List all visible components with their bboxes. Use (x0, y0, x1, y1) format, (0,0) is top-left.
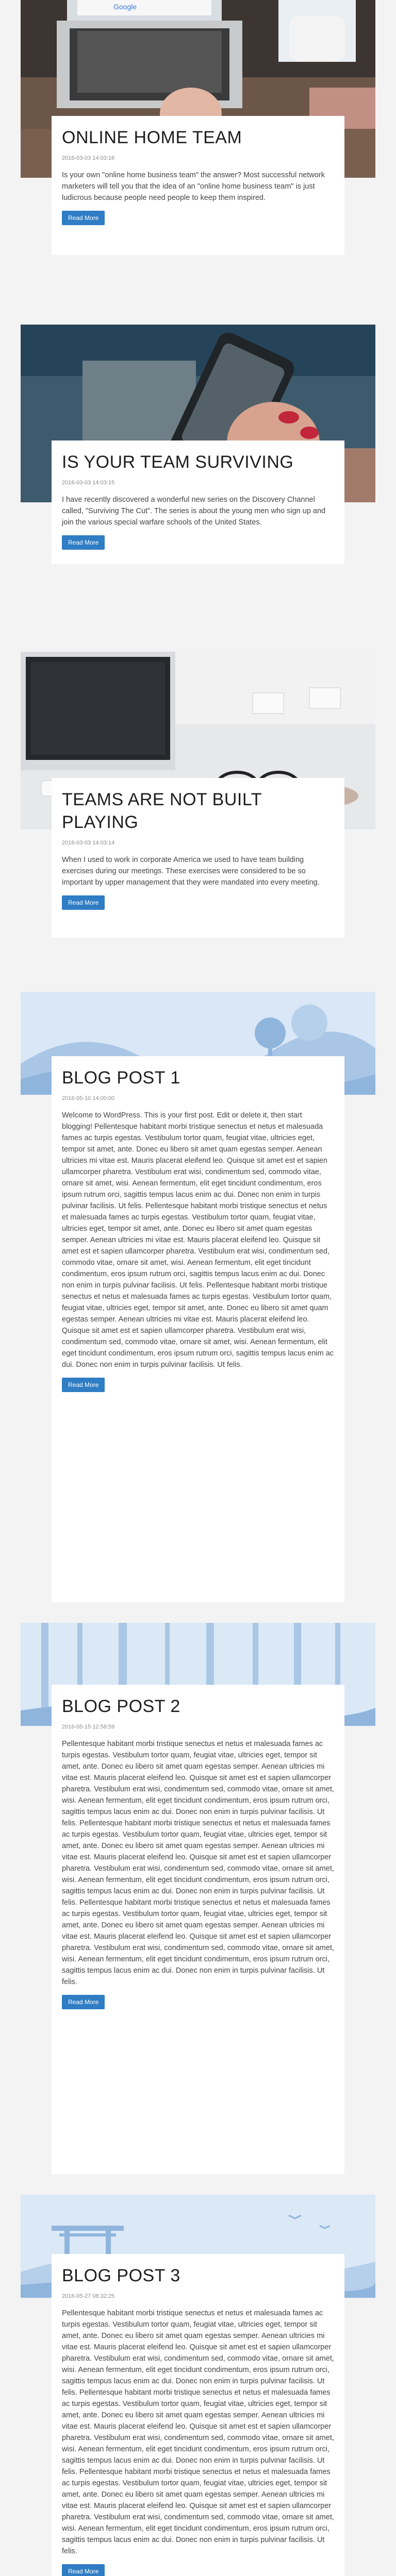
post-excerpt: Is your own "online home business team" the answer? Most successful network marketers will tell you that the idea of an "online home business team" is just ludicrous because people need people to keep them inspired. (62, 171, 325, 202)
post-date: 2016-03-03 14:03:16 (62, 155, 115, 161)
post-card (52, 1056, 344, 1602)
post-card (52, 440, 344, 564)
post-date: 2016-05-10 14:00:00 (62, 1095, 115, 1101)
read-more-button[interactable]: Read More (62, 535, 105, 550)
post-date: 2016-05-15 12:58:59 (62, 1724, 115, 1730)
post-date: 2016-03-03 14:03:15 (62, 480, 115, 486)
svg-text:Google: Google (113, 3, 137, 11)
post-date: 2016-05-27 08:32:25 (62, 2293, 115, 2299)
post-excerpt: Pellentesque habitant morbi tristique senectus et netus et malesuada fames ac turpis egestas. Vestibulum tortor quam, feugiat vitae, ultricies eget, tempor sit amet, ante. Donec eu libero sit amet quam egestas semper. Aenean ultricies mi vitae est. Mauris placerat eleifend leo. Quisque sit amet est et sapien ullamcorper pharetra. Vestibulum erat wisi, condimentum sed, commodo vitae, ornare sit amet, wisi. Aenean fermentum, elit eget tincidunt condimentum, eros ipsum rutrum orci, sagittis tempus lacus enim ac dui. Donec non enim in turpis pulvinar facilisis. Ut felis. Pellentesque habitant morbi tristique senectus et netus et malesuada fames ac turpis egestas. Vestibulum tortor quam, feugiat vitae, ultricies eget, tempor sit amet, ante. Donec eu libero sit amet quam egestas semper. Aenean ultricies mi vitae est. Mauris placerat eleifend leo. Quisque sit amet est et sapien ullamcorper pharetra. Vestibulum erat wisi, condimentum sed, commodo vitae, ornare sit amet, wisi. Aenean fermentum, elit eget tincidunt condimentum, eros ipsum rutrum orci, sagittis tempus lacus enim ac dui. Donec non enim in turpis pulvinar facilisis. Ut felis. Pellentesque habitant morbi tristique senectus et netus et malesuada fames ac turpis egestas. Vestibulum tortor quam, feugiat vitae, ultricies eget, tempor sit amet, ante. Donec eu libero sit amet quam egestas semper. Aenean ultricies mi vitae est. Mauris placerat eleifend leo. Quisque sit amet est et sapien ullamcorper pharetra. Vestibulum erat wisi, condimentum sed, commodo vitae, ornare sit amet, wisi. Aenean fermentum, elit eget tincidunt condimentum, eros ipsum rutrum orci, sagittis tempus lacus enim ac dui. Donec non enim in turpis pulvinar facilisis. Ut felis. (62, 1740, 334, 1986)
read-more-button[interactable]: Read More (62, 1995, 105, 2009)
post-title[interactable]: BLOG POST 2 (62, 1697, 180, 1716)
post-date: 2016-03-03 14:03:14 (62, 840, 115, 846)
read-more-button[interactable]: Read More (62, 2564, 105, 2576)
read-more-button[interactable]: Read More (62, 895, 105, 910)
post-card (52, 778, 344, 938)
post-title[interactable]: ONLINE HOME TEAM (62, 128, 242, 147)
post-excerpt: I have recently discovered a wonderful new series on the Discovery Channel called, "Surviving The Cut". The series is about the young men who sign up and join the various special warfare schools of the United States. (62, 496, 326, 527)
post-card (52, 116, 344, 255)
post-title[interactable]: BLOG POST 3 (62, 2266, 180, 2285)
post-title[interactable]: IS YOUR TEAM SURVIVING (62, 452, 294, 472)
post-card (52, 2254, 344, 2576)
read-more-button[interactable]: Read More (62, 1378, 105, 1392)
post-title[interactable]: TEAMS ARE NOT BUILT PLAYING (62, 790, 262, 832)
post-title[interactable]: BLOG POST 1 (62, 1068, 180, 1088)
post-excerpt: Welcome to WordPress. This is your first post. Edit or delete it, then start blogging! Pellentesque habitant morbi tristique senectus et netus et malesuada fames ac turpis egestas. Vestibulum tortor quam, feugiat vitae, ultricies eget, tempor sit amet, ante. Donec eu libero sit amet quam egestas semper. Aenean ultricies mi vitae est. Mauris placerat eleifend leo. Quisque sit amet est et sapien ullamcorper pharetra. Vestibulum erat wisi, condimentum sed, commodo vitae, ornare sit amet, wisi. Aenean fermentum, elit eget tincidunt condimentum, eros ipsum rutrum orci, sagittis tempus lacus enim ac dui. Donec non enim in turpis pulvinar facilisis. Ut felis. Pellentesque habitant morbi tristique senectus et netus et malesuada fames ac turpis egestas. Vestibulum tortor quam, feugiat vitae, ultricies eget, tempor sit amet, ante. Donec eu libero sit amet quam egestas semper. Aenean ultricies mi vitae est. Mauris placerat eleifend leo. Quisque sit amet est et sapien ullamcorper pharetra. Vestibulum erat wisi, condimentum sed, commodo vitae, ornare sit amet, wisi. Aenean fermentum, elit eget tincidunt condimentum, eros ipsum rutrum orci, sagittis tempus lacus enim ac dui. Donec non enim in turpis pulvinar facilisis. Ut felis. Pellentesque habitant morbi tristique senectus et netus et malesuada fames ac turpis egestas. Vestibulum tortor quam, feugiat vitae, ultricies eget, tempor sit amet, ante. Donec eu libero sit amet quam egestas semper. Aenean ultricies mi vitae est. Mauris placerat eleifend leo. Quisque sit amet est et sapien ullamcorper pharetra. Vestibulum erat wisi, condimentum sed, commodo vitae, ornare sit amet, wisi. Aenean fermentum, elit eget tincidunt condimentum, eros ipsum rutrum orci, sagittis tempus lacus enim ac dui. Donec non enim in turpis pulvinar facilisis. Ut felis. (62, 1111, 334, 1369)
post-excerpt: Pellentesque habitant morbi tristique senectus et netus et malesuada fames ac turpis egestas. Vestibulum tortor quam, feugiat vitae, ultricies eget, tempor sit amet, ante. Donec eu libero sit amet quam egestas semper. Aenean ultricies mi vitae est. Mauris placerat eleifend leo. Quisque sit amet est et sapien ullamcorper pharetra. Vestibulum erat wisi, condimentum sed, commodo vitae, ornare sit amet, wisi. Aenean fermentum, elit eget tincidunt condimentum, eros ipsum rutrum orci, sagittis tempus lacus enim ac dui. Donec non enim in turpis pulvinar facilisis. Ut felis. Pellentesque habitant morbi tristique senectus et netus et malesuada fames ac turpis egestas. Vestibulum tortor quam, feugiat vitae, ultricies eget, tempor sit amet, ante. Donec eu libero sit amet quam egestas semper. Aenean ultricies mi vitae est. Mauris placerat eleifend leo. Quisque sit amet est et sapien ullamcorper pharetra. Vestibulum erat wisi, condimentum sed, commodo vitae, ornare sit amet, wisi. Aenean fermentum, elit eget tincidunt condimentum, eros ipsum rutrum orci, sagittis tempus lacus enim ac dui. Donec non enim in turpis pulvinar facilisis. Ut felis. Pellentesque habitant morbi tristique senectus et netus et malesuada fames ac turpis egestas. Vestibulum tortor quam, feugiat vitae, ultricies eget, tempor sit amet, ante. Donec eu libero sit amet quam egestas semper. Aenean ultricies mi vitae est. Mauris placerat eleifend leo. Quisque sit amet est et sapien ullamcorper pharetra. Vestibulum erat wisi, condimentum sed, commodo vitae, ornare sit amet, wisi. Aenean fermentum, elit eget tincidunt condimentum, eros ipsum rutrum orci, sagittis tempus lacus enim ac dui. Donec non enim in turpis pulvinar facilisis. Ut felis. (62, 2309, 334, 2555)
read-more-button[interactable]: Read More (62, 211, 105, 225)
post-excerpt: When I used to work in corporate America we used to have team building exercises during our meetings. These exercises were considered to be so important by upper management that they were mandated into every meeting. (62, 856, 320, 887)
post-card (52, 1685, 344, 2174)
